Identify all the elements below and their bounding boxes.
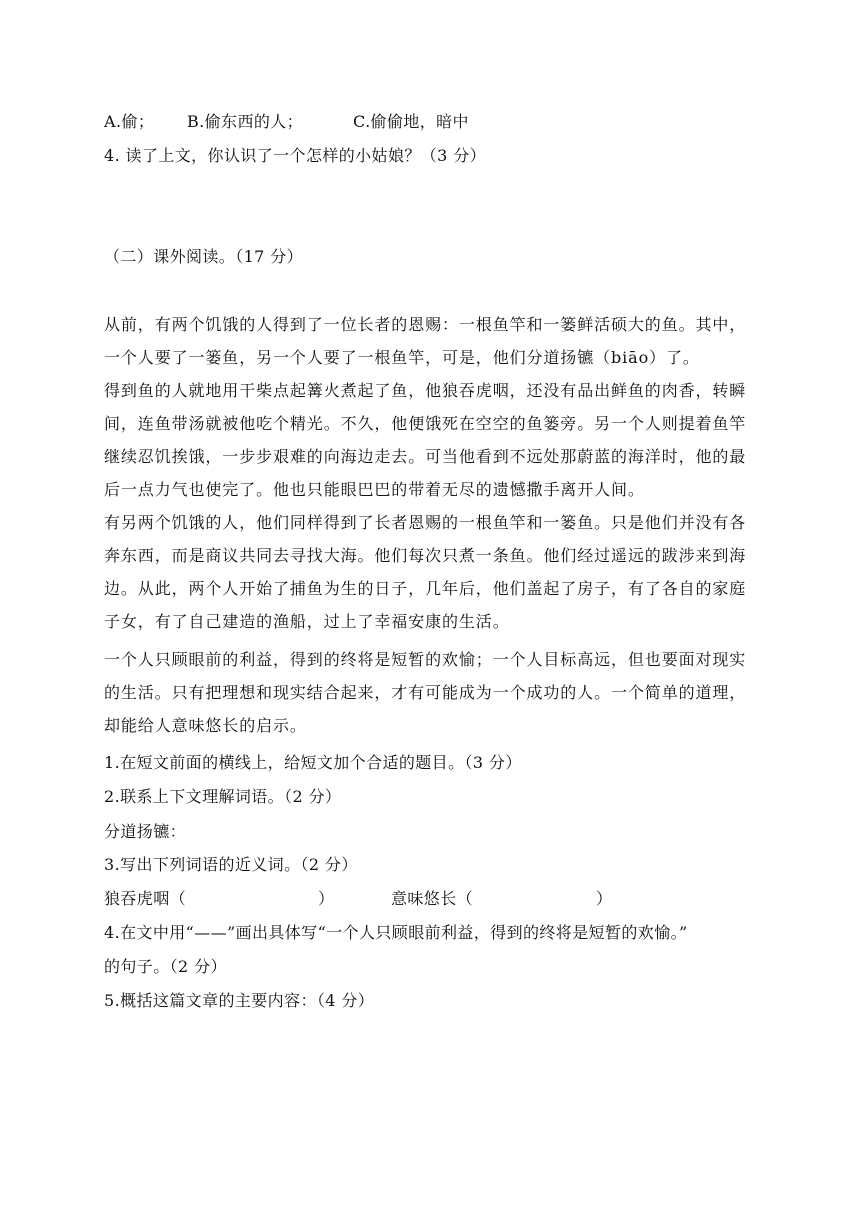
question-2-word: 分道扬镳： — [104, 822, 187, 841]
option-b: B.偷东西的人； — [187, 112, 304, 131]
question-4-line-1: 4.在文中用“——”画出具体写“一个人只顾眼前利益，得到的终将是短暂的欢愉。” — [104, 923, 688, 942]
passage-paragraph-1 — [104, 315, 764, 381]
passage-line: 得到鱼的人就地用干柴点起篝火煮起了鱼，他狼吞虎咽，还没有品出鲜鱼的肉香，转瞬 — [104, 381, 747, 400]
question-3: 3.写出下列词语的近义词。（2 分） — [104, 855, 358, 874]
synonym-word-2: 意味悠长（ — [391, 889, 474, 908]
synonym-blank-2-close: ） — [596, 889, 613, 908]
passage-line: 一个人只顾眼前的利益，得到的终将是短暂的欢愉；一个人目标高远，但也要面对现实 — [104, 650, 747, 669]
passage-paragraph-2 — [104, 381, 764, 513]
passage-line: 从前，有两个饥饿的人得到了一位长者的恩赐：一根鱼竿和一篓鲜活硕大的鱼。其中， — [104, 315, 747, 334]
question-4-line-2: 的句子。（2 分） — [104, 957, 227, 976]
passage-paragraph-4 — [104, 650, 764, 749]
option-a: A.偷； — [104, 112, 155, 131]
passage-line: 间，连鱼带汤就被他吃个精光。不久，他便饿死在空空的鱼篓旁。另一个人则提着鱼竿 — [104, 414, 747, 433]
passage-line: 子女，有了自己建造的渔船，过上了幸福安康的生活。 — [104, 612, 510, 631]
passage-line: 继续忍饥挨饿，一步步艰难的向海边走去。可当他看到不远处那蔚蓝的海洋时，他的最 — [104, 447, 747, 466]
question-5: 5.概括这篇文章的主要内容：（4 分） — [104, 991, 375, 1010]
passage-line: 有另两个饥饿的人，他们同样得到了长者恩赐的一根鱼竿和一篓鱼。只是他们并没有各 — [104, 513, 747, 532]
passage-line: 一个人要了一篓鱼，另一个人要了一根鱼竿，可是，他们分道扬镳（biāo）了。 — [104, 348, 700, 367]
synonym-blank-1-close: ） — [318, 889, 335, 908]
question-4-first: 4. 读了上文，你认识了一个怎样的小姑娘？（3 分） — [104, 146, 487, 165]
passage-line: 后一点力气也使完了。他也只能眼巴巴的带着无尽的遗憾撒手离开人间。 — [104, 480, 645, 499]
passage-paragraph-3 — [104, 513, 764, 645]
passage-line: 边。从此，两个人开始了捕鱼为生的日子，几年后，他们盖起了房子，有了各自的家庭 — [104, 579, 747, 598]
passage-line: 的生活。只有把理想和现实结合起来，才有可能成为一个成功的人。一个简单的道理， — [104, 683, 747, 702]
passage-line: 奔东西，而是商议共同去寻找大海。他们每次只煮一条鱼。他们经过遥远的跋涉来到海 — [104, 546, 747, 565]
synonym-word-1: 狼吞虎咽（ — [104, 889, 187, 908]
option-c: C.偷偷地，暗中 — [353, 112, 469, 131]
question-2: 2.联系上下文理解词语。（2 分） — [104, 787, 342, 806]
passage-line: 却能给人意味悠长的启示。 — [104, 716, 307, 735]
question-1: 1.在短文前面的横线上，给短文加个合适的题目。（3 分） — [104, 753, 522, 772]
section-heading: （二）课外阅读。（17 分） — [104, 247, 304, 266]
